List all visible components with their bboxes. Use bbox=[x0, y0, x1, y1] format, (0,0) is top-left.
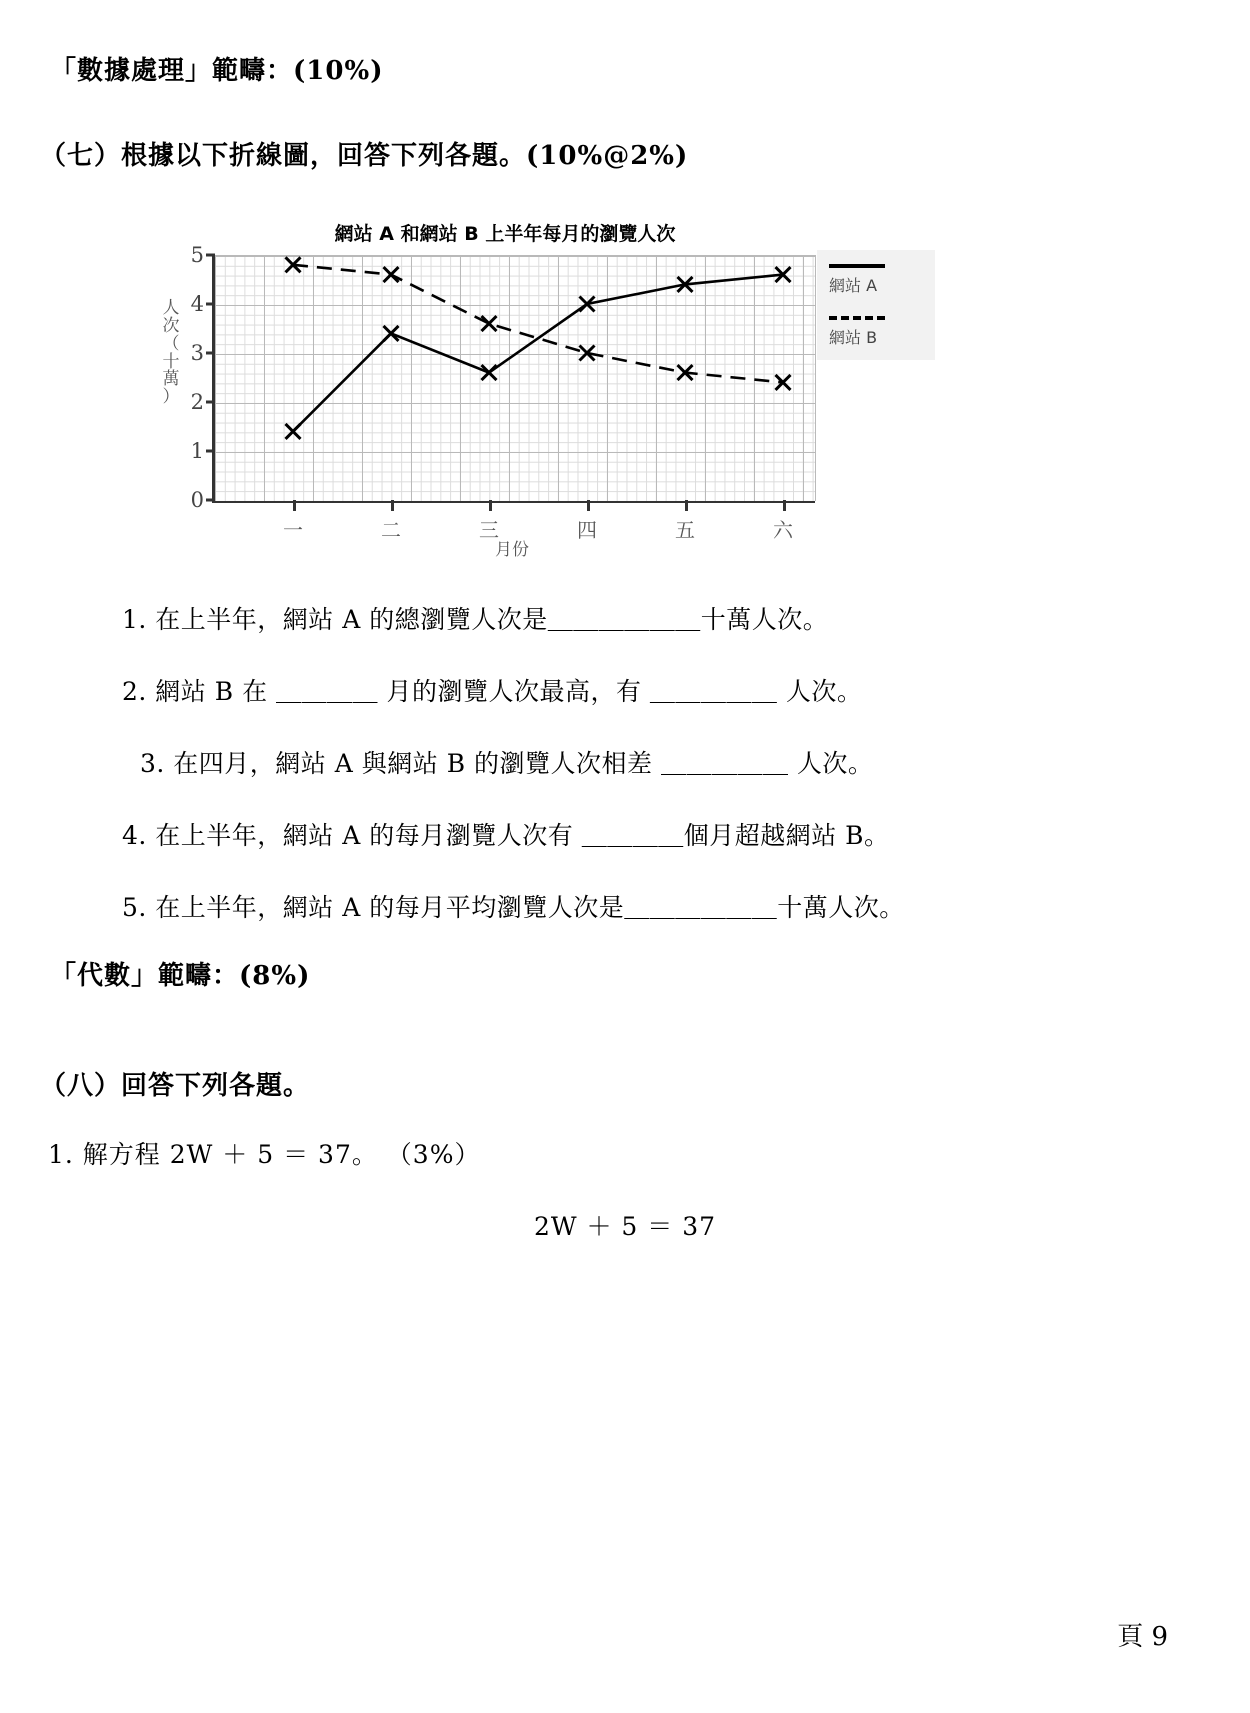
algebra-section-heading: 「代數」範疇：(8%) bbox=[50, 961, 311, 991]
question-5: 5. 在上半年，網站 A 的每月平均瀏覽人次是＿＿＿＿＿＿十萬人次。 bbox=[122, 893, 905, 922]
data-point-marker bbox=[482, 365, 497, 380]
data-point-marker bbox=[482, 316, 497, 331]
x-tick-mark-5 bbox=[685, 500, 688, 511]
legend-swatch-solid-line bbox=[829, 264, 885, 268]
data-point-marker bbox=[384, 267, 399, 282]
y-tick-1: 1 bbox=[190, 439, 204, 463]
chart-plot-area bbox=[190, 243, 815, 542]
legend-entry-site-b bbox=[829, 316, 929, 348]
line-chart bbox=[145, 205, 935, 560]
y-tick-mark-3 bbox=[206, 352, 215, 355]
legend-label-site-a: 網站 A bbox=[829, 276, 878, 295]
data-point-marker bbox=[776, 375, 791, 390]
y-tick-4: 4 bbox=[190, 292, 204, 316]
x-tick-5: 五 bbox=[675, 518, 695, 542]
y-tick-mark-0 bbox=[206, 499, 215, 502]
chart-series-layer bbox=[215, 255, 815, 500]
data-handling-section-heading: 「數據處理」範疇：(10%) bbox=[50, 56, 384, 86]
y-tick-mark-5 bbox=[206, 254, 215, 257]
y-tick-3: 3 bbox=[190, 341, 204, 365]
question-1: 1. 在上半年，網站 A 的總瀏覽人次是＿＿＿＿＿＿十萬人次。 bbox=[122, 605, 829, 634]
data-point-marker bbox=[286, 424, 301, 439]
y-tick-0: 0 bbox=[190, 488, 204, 512]
x-tick-2: 二 bbox=[381, 518, 401, 542]
chart-title: 網站 A 和網站 B 上半年每月的瀏覽人次 bbox=[334, 223, 676, 245]
question-2: 2. 網站 B 在 ＿＿＿＿ 月的瀏覽人次最高，有 ＿＿＿＿＿ 人次。 bbox=[122, 677, 863, 706]
chart-x-axis-label: 月份 bbox=[495, 540, 529, 560]
legend-label-site-b: 網站 B bbox=[829, 328, 878, 347]
x-tick-4: 四 bbox=[577, 518, 597, 542]
chart-y-axis-label: 人 次 （ 十 萬 ） bbox=[162, 298, 180, 408]
x-tick-1: 一 bbox=[283, 518, 303, 542]
y-tick-mark-2 bbox=[206, 401, 215, 404]
legend-entry-site-a bbox=[829, 264, 929, 296]
page-number: 頁 9 bbox=[1117, 1622, 1168, 1652]
x-tick-6: 六 bbox=[773, 518, 793, 542]
chart-legend bbox=[817, 250, 935, 360]
legend-swatch-dashed-line bbox=[829, 316, 885, 320]
part-eight-heading: （八）回答下列各題。 bbox=[40, 1071, 311, 1101]
y-tick-5: 5 bbox=[190, 243, 204, 267]
question-4: 4. 在上半年，網站 A 的每月瀏覽人次有 ＿＿＿＿個月超越網站 B。 bbox=[122, 821, 890, 850]
y-tick-mark-4 bbox=[206, 303, 215, 306]
algebra-question-1-equation: 2W ＋ 5 ＝ 37 bbox=[533, 1212, 717, 1241]
x-tick-mark-4 bbox=[587, 500, 590, 511]
series-line-site-a bbox=[293, 275, 783, 432]
part-seven-heading: （七）根據以下折線圖，回答下列各題。(10%@2%) bbox=[40, 141, 689, 171]
y-tick-2: 2 bbox=[190, 390, 204, 414]
x-tick-mark-6 bbox=[783, 500, 786, 511]
algebra-question-1: 1. 解方程 2W ＋ 5 ＝ 37。 （3%） bbox=[48, 1140, 481, 1169]
x-tick-3: 三 bbox=[479, 518, 499, 542]
x-tick-mark-3 bbox=[489, 500, 492, 511]
x-tick-mark-1 bbox=[293, 500, 296, 511]
question-3: 3. 在四月，網站 A 與網站 B 的瀏覽人次相差 ＿＿＿＿＿ 人次。 bbox=[140, 749, 874, 778]
data-point-marker bbox=[384, 326, 399, 341]
y-tick-mark-1 bbox=[206, 450, 215, 453]
x-tick-mark-2 bbox=[391, 500, 394, 511]
